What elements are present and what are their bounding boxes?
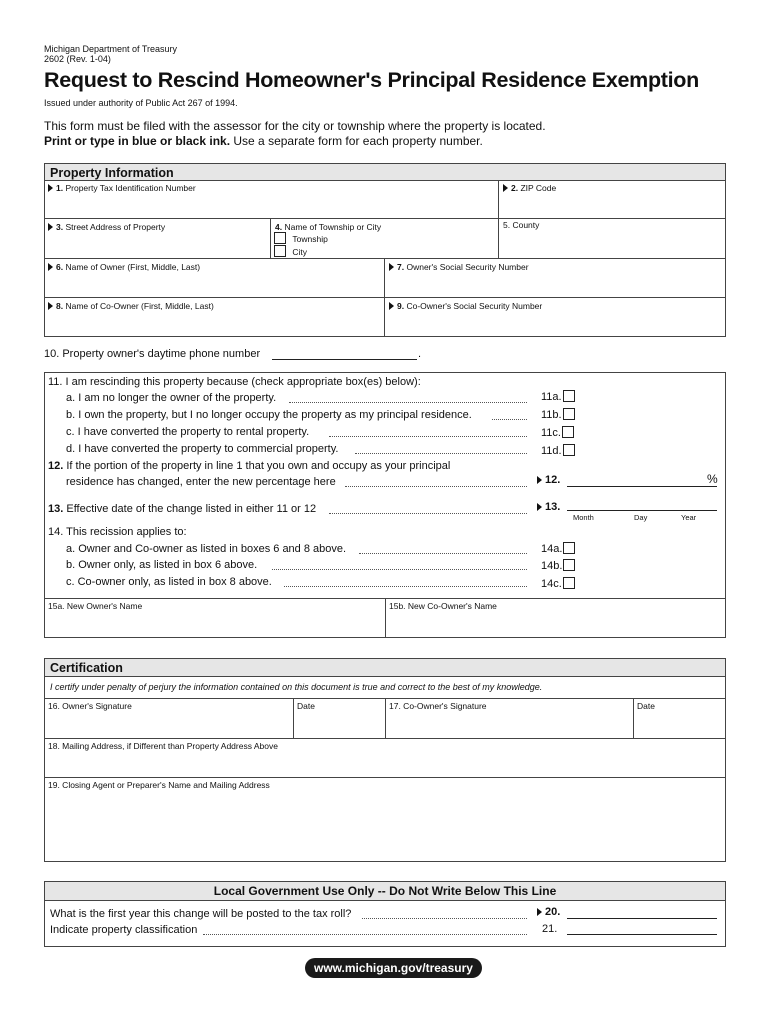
authority-note: Issued under authority of Public Act 267 of 1994. (44, 98, 238, 108)
day-label: Day (634, 513, 648, 522)
checkbox-11a[interactable] (563, 390, 575, 402)
ink-instruction: Print or type in blue or black ink. (44, 134, 231, 148)
tax-roll-year-input-line[interactable] (567, 918, 717, 919)
field-20-label: 20. (537, 906, 560, 918)
divider (633, 698, 634, 738)
arrow-icon (48, 302, 53, 310)
arrow-icon (389, 263, 394, 271)
checkbox-11d[interactable] (563, 444, 575, 456)
divider (385, 598, 386, 638)
intro-line: This form must be filed with the assessor for the city or township where the property is located. (44, 119, 546, 133)
question-12-line1: 12. If the portion of the property in line 1 that you own and occupy as your principal (48, 460, 451, 472)
question-13: 13. Effective date of the change listed in either 11 or 12 (48, 503, 317, 515)
property-classification-input-line[interactable] (567, 934, 717, 935)
leader-dots (329, 513, 527, 514)
phone-label: 10. Property owner's daytime phone number (44, 348, 261, 360)
option-11d-text: d. I have converted the property to commercial property. (66, 443, 339, 455)
month-label: Month (573, 513, 594, 522)
separate-form-instruction: Use a separate form for each property number. (230, 134, 483, 148)
question-14: 14. This recission applies to: (48, 526, 187, 538)
field-13-label: 13. (537, 501, 560, 513)
option-11c-label: 11c. (541, 426, 574, 439)
option-11b-label: 11b. (541, 408, 575, 421)
property-information-header: Property Information (44, 163, 726, 181)
arrow-icon (537, 503, 542, 511)
co-owner-ssn-field[interactable]: 9. Co-Owner's Social Security Number (385, 298, 726, 337)
option-11b-text: b. I own the property, but I no longer occupy the property as my principal residence. (66, 409, 472, 421)
county-field[interactable]: 5. County (499, 219, 726, 259)
percent-sign: % (707, 472, 718, 486)
checkbox-14b[interactable] (563, 559, 575, 571)
year-label: Year (681, 513, 697, 522)
option-11a-label: 11a. (541, 390, 575, 403)
property-tax-id-field[interactable]: 1. Property Tax Identification Number (44, 180, 499, 219)
new-owner-name-field[interactable]: 15a. New Owner's Name (48, 601, 143, 611)
arrow-icon (537, 908, 542, 916)
city-checkbox[interactable] (274, 245, 286, 257)
phone-period: . (418, 348, 422, 360)
question-11: 11. I am rescinding this property because (check appropriate box(es) below): (48, 376, 421, 388)
leader-dots (492, 419, 527, 420)
field-12-label: 12. (537, 474, 560, 486)
leader-dots (203, 934, 527, 935)
checkbox-14a[interactable] (563, 542, 575, 554)
township-city-field[interactable]: 4. Name of Township or City Township City (271, 219, 499, 259)
divider (44, 738, 726, 739)
phone-input-line[interactable] (272, 359, 417, 360)
arrow-icon (537, 476, 542, 484)
intro-instructions (44, 134, 483, 148)
leader-dots (289, 402, 527, 403)
certification-statement: I certify under penalty of perjury the information contained on this document is true and correct to the best of my knowledge. (50, 682, 543, 692)
percentage-input-line[interactable] (567, 486, 717, 487)
checkbox-11b[interactable] (563, 408, 575, 420)
arrow-icon (389, 302, 394, 310)
option-14b-text: b. Owner only, as listed in box 6 above. (66, 559, 258, 571)
checkbox-14c[interactable] (563, 577, 575, 589)
leader-dots (362, 918, 527, 919)
closing-agent-field[interactable]: 19. Closing Agent or Preparer's Name and Mailing Address (48, 780, 270, 790)
question-20: What is the first year this change will be posted to the tax roll? (50, 908, 352, 920)
owner-ssn-field[interactable]: 7. Owner's Social Security Number (385, 259, 726, 298)
leader-dots (345, 486, 527, 487)
option-14b-label: 14b. (541, 559, 575, 572)
arrow-icon (48, 263, 53, 271)
local-government-header: Local Government Use Only -- Do Not Write Below This Line (44, 881, 726, 901)
effective-date-input-line[interactable] (567, 510, 717, 511)
arrow-icon (503, 184, 508, 192)
website-link[interactable]: www.michigan.gov/treasury (305, 958, 482, 978)
certification-header: Certification (44, 658, 726, 677)
option-14a-label: 14a. (541, 542, 575, 555)
option-14c-label: 14c. (541, 577, 575, 590)
option-11a-text: a. I am no longer the owner of the property. (66, 392, 277, 404)
arrow-icon (48, 184, 53, 192)
owner-signature-field[interactable]: 16. Owner's Signature (48, 701, 132, 711)
city-label: City (292, 247, 308, 257)
co-owner-date-field[interactable]: Date (637, 701, 655, 711)
leader-dots (355, 453, 527, 454)
leader-dots (359, 553, 527, 554)
co-owner-name-field[interactable]: 8. Name of Co-Owner (First, Middle, Last) (44, 298, 385, 337)
mailing-address-field[interactable]: 18. Mailing Address, if Different than Property Address Above (48, 741, 278, 751)
township-label: Township (292, 234, 328, 244)
owner-date-field[interactable]: Date (297, 701, 315, 711)
township-checkbox[interactable] (274, 232, 286, 244)
owner-name-field[interactable]: 6. Name of Owner (First, Middle, Last) (44, 259, 385, 298)
page-title: Request to Rescind Homeowner's Principal Residence Exemption (44, 68, 699, 92)
form-number: 2602 (Rev. 1-04) (44, 54, 111, 64)
option-11d-label: 11d. (541, 444, 575, 457)
question-21: Indicate property classification (50, 924, 198, 936)
checkbox-11c[interactable] (562, 426, 574, 438)
question-12-line2: residence has changed, enter the new percentage here (66, 476, 336, 488)
leader-dots (272, 569, 527, 570)
leader-dots (284, 586, 527, 587)
field-21-label: 21. (542, 923, 558, 935)
option-14a-text: a. Owner and Co-owner as listed in boxes 6 and 8 above. (66, 543, 347, 555)
divider (385, 698, 386, 738)
option-14c-text: c. Co-owner only, as listed in box 8 above. (66, 576, 272, 588)
new-co-owner-name-field[interactable]: 15b. New Co-Owner's Name (389, 601, 497, 611)
arrow-icon (48, 223, 53, 231)
zip-code-field[interactable]: 2. ZIP Code (499, 180, 726, 219)
street-address-field[interactable]: 3. Street Address of Property (44, 219, 271, 259)
agency-name: Michigan Department of Treasury (44, 44, 178, 54)
co-owner-signature-field[interactable]: 17. Co-Owner's Signature (389, 701, 487, 711)
leader-dots (329, 436, 527, 437)
option-11c-text: c. I have converted the property to rental property. (66, 426, 310, 438)
divider (44, 777, 726, 778)
divider (293, 698, 294, 738)
